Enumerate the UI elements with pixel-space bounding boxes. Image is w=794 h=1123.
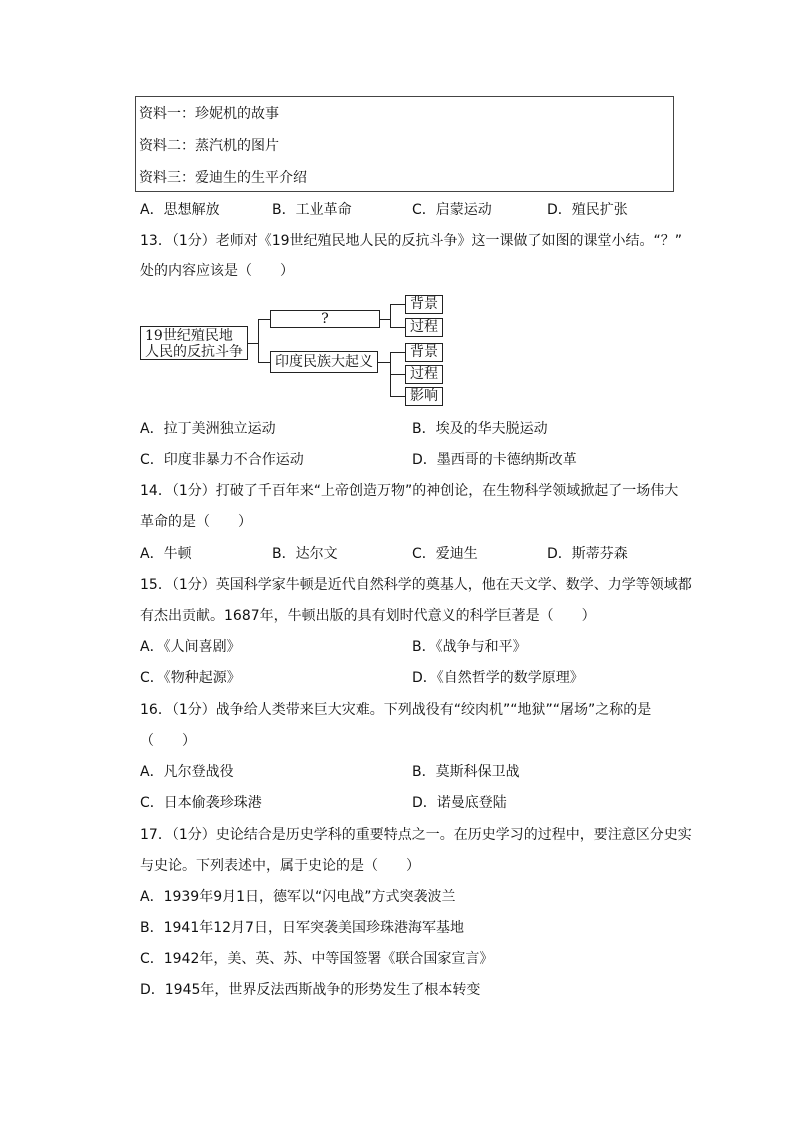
diagram-root-node <box>140 326 248 360</box>
connector <box>390 304 405 305</box>
q13-option-d: D．墨西哥的卡德纳斯改革 <box>412 452 577 468</box>
q15-option-b: B．《战争与和平》 <box>412 639 527 655</box>
q15-stem: 15．（1分）英国科学家牛顿是近代自然科学的奠基人，他在天文学、数学、力学等领域都 <box>140 577 692 593</box>
q14-option-b: B．达尔文 <box>272 546 338 562</box>
q15-option-a: A．《人间喜剧》 <box>140 639 241 655</box>
connector <box>258 319 270 320</box>
q13-stem: 13．（1分）老师对《19世纪殖民地人民的反抗斗争》这一课做了如图的课堂小结。“？” <box>140 233 683 249</box>
q15-option-c: C．《物种起源》 <box>140 670 241 686</box>
q14-stem: 革命的是（ ） <box>140 514 252 530</box>
material-line: 资料二：蒸汽机的图片 <box>139 138 279 154</box>
diagram-unknown-node: ? <box>270 310 380 328</box>
q17-stem: 与史论。下列表述中，属于史论的是（ ） <box>140 858 420 874</box>
q17-option-d: D．1945年，世界反法西斯战争的形势发生了根本转变 <box>140 982 481 998</box>
q15-stem: 有杰出贡献。1687年，牛顿出版的具有划时代意义的科学巨著是（ ） <box>140 608 596 624</box>
connector <box>390 374 405 375</box>
q12-option-b: B．工业革命 <box>272 202 352 218</box>
q14-option-c: C．爱迪生 <box>412 546 478 562</box>
q16-option-a: A．凡尔登战役 <box>140 764 234 780</box>
q17-option-c: C．1942年，美、英、苏、中等国签署《联合国家宣言》 <box>140 951 494 967</box>
q17-stem: 17．（1分）史论结合是历史学科的重要特点之一。在历史学习的过程中，要注意区分史实 <box>140 827 692 843</box>
diagram-india-node: 印度民族大起义 <box>270 351 378 373</box>
diagram-root-line: 19世纪殖民地 <box>145 328 233 344</box>
connector <box>258 362 270 363</box>
q16-option-c: C．日本偷袭珍珠港 <box>140 795 262 811</box>
connector <box>378 362 390 363</box>
q14-option-a: A．牛顿 <box>140 546 192 562</box>
q16-option-d: D．诺曼底登陆 <box>412 795 507 811</box>
q13-option-a: A．拉丁美洲独立运动 <box>140 421 276 437</box>
q12-option-c: C．启蒙运动 <box>412 202 492 218</box>
diagram-leaf-background: 背景 <box>405 295 443 314</box>
material-line: 资料一：珍妮机的故事 <box>139 106 279 122</box>
q16-option-b: B．莫斯科保卫战 <box>412 764 520 780</box>
connector <box>390 352 405 353</box>
connector <box>248 343 258 344</box>
material-line: 资料三：爱迪生的生平介绍 <box>139 170 307 186</box>
q14-stem: 14．（1分）打破了千百年来“上帝创造万物”的神创论，在生物科学领域掀起了一场伟大 <box>140 483 679 499</box>
connector <box>390 304 391 327</box>
q13-option-c: C．印度非暴力不合作运动 <box>140 452 304 468</box>
material-box <box>135 96 674 192</box>
q17-option-a: A．1939年9月1日，德军以“闪电战”方式突袭波兰 <box>140 889 456 905</box>
q14-option-d: D．斯蒂芬森 <box>547 546 628 562</box>
q16-stem: （ ） <box>140 733 196 749</box>
q13-option-b: B．埃及的华夫脱运动 <box>412 421 548 437</box>
diagram-root-line: 人民的反抗斗争 <box>145 344 243 360</box>
q17-option-b: B．1941年12月7日，日军突袭美国珍珠港海军基地 <box>140 920 464 936</box>
q13-stem: 处的内容应该是（ ） <box>140 263 294 279</box>
q12-option-a: A．思想解放 <box>140 202 220 218</box>
connector <box>390 396 405 397</box>
q15-option-d: D．《自然哲学的数学原理》 <box>412 670 584 686</box>
diagram-leaf-process: 过程 <box>405 365 443 384</box>
diagram-leaf-process: 过程 <box>405 318 443 337</box>
connector <box>258 319 259 363</box>
q12-option-d: D．殖民扩张 <box>547 202 628 218</box>
q16-stem: 16．（1分）战争给人类带来巨大灾难。下列战役有“绞肉机”“地狱”“屠场”之称的是 <box>140 702 652 718</box>
connector <box>390 327 405 328</box>
diagram-leaf-impact: 影响 <box>405 387 443 406</box>
diagram-leaf-background: 背景 <box>405 343 443 362</box>
connector <box>380 319 390 320</box>
